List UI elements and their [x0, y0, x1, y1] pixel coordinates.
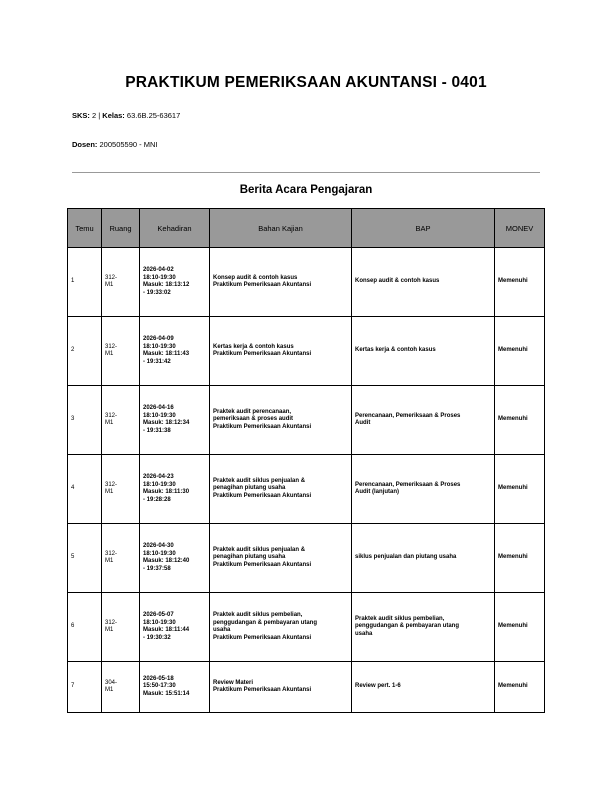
course-meta — [72, 111, 180, 120]
cell-bahan-kajian: Praktek audit siklus penjualan & penagihan piutang usaha Praktikum Pemeriksaan Akuntansi — [213, 546, 312, 568]
kelas-value: 63.6B.25-63617 — [124, 111, 181, 120]
cell-kehadiran: 2026-05-18 15:50-17:30 Masuk: 15:51:14 — [143, 675, 190, 697]
cell-temu: 3 — [68, 386, 102, 455]
kelas-label: Kelas: — [102, 111, 125, 120]
cell-kehadiran: 2026-04-02 18:10-19:30 Masuk: 18:13:12 - 19:33:02 — [143, 267, 190, 296]
cell-bahan-kajian: Praktek audit perencanaan, pemeriksaan & proses audit Praktikum Pemeriksaan Akuntansi — [213, 408, 312, 430]
cell-ruang: 312- M1 — [105, 550, 118, 564]
dosen-value: 200505590 - MNI — [97, 140, 158, 149]
sks-value: 2 | — [89, 111, 103, 120]
lecturer-meta — [72, 140, 157, 149]
cell-monev: Memenuhi — [495, 455, 545, 524]
table-row — [68, 455, 545, 524]
cell-ruang: 312- M1 — [105, 481, 118, 495]
table-row — [68, 386, 545, 455]
cell-bahan-kajian: Kertas kerja & contoh kasus Praktikum Pemeriksaan Akuntansi — [213, 343, 312, 357]
cell-temu: 6 — [68, 593, 102, 662]
sks-label: SKS: — [72, 111, 90, 120]
teaching-report-table — [67, 208, 545, 713]
cell-bap: Konsep audit & contoh kasus — [355, 278, 440, 285]
page-title: PRAKTIKUM PEMERIKSAAN AKUNTANSI - 0401 — [125, 74, 487, 91]
cell-monev: Memenuhi — [495, 317, 545, 386]
cell-temu: 7 — [68, 662, 102, 713]
cell-kehadiran: 2026-04-30 18:10-19:30 Masuk: 18:12:40 - 19:37:58 — [143, 543, 190, 572]
cell-bahan-kajian: Praktek audit siklus penjualan & penagihan piutang usaha Praktikum Pemeriksaan Akuntansi — [213, 477, 312, 499]
header-bahan-kajian: Bahan Kajian — [210, 209, 352, 248]
cell-temu: 4 — [68, 455, 102, 524]
cell-monev: Memenuhi — [495, 662, 545, 713]
cell-bahan-kajian: Konsep audit & contoh kasus Praktikum Pemeriksaan Akuntansi — [213, 274, 312, 288]
header-ruang: Ruang — [102, 209, 140, 248]
cell-temu: 2 — [68, 317, 102, 386]
cell-monev: Memenuhi — [495, 524, 545, 593]
divider — [72, 172, 540, 173]
cell-bap: Review pert. 1-6 — [355, 683, 401, 690]
cell-bahan-kajian: Review Materi Praktikum Pemeriksaan Akuntansi — [213, 679, 312, 693]
table-row — [68, 524, 545, 593]
cell-kehadiran: 2026-04-23 18:10-19:30 Masuk: 18:11:30 - 19:28:28 — [143, 474, 190, 503]
cell-kehadiran: 2026-04-09 18:10-19:30 Masuk: 18:11:43 - 19:31:42 — [143, 336, 190, 365]
cell-bap: Kertas kerja & contoh kasus — [355, 347, 436, 354]
dosen-label: Dosen: — [72, 140, 98, 149]
cell-bahan-kajian: Praktek audit siklus pembelian, penggudangan & pembayaran utang usaha Praktikum Pemeriksaan Akuntansi — [213, 612, 318, 641]
cell-temu: 5 — [68, 524, 102, 593]
table-row — [68, 317, 545, 386]
cell-bap: Perencanaan, Pemeriksaan & Proses Audit — [355, 412, 461, 426]
cell-bap: Praktek audit siklus pembelian, penggudangan & pembayaran utang usaha — [355, 615, 460, 637]
section-title: Berita Acara Pengajaran — [239, 184, 373, 196]
cell-monev: Memenuhi — [495, 593, 545, 662]
cell-bap: Perencanaan, Pemeriksaan & Proses Audit (lanjutan) — [355, 481, 461, 495]
cell-monev: Memenuhi — [495, 248, 545, 317]
cell-ruang: 312- M1 — [105, 619, 118, 633]
header-monev: MONEV — [495, 209, 545, 248]
header-temu: Temu — [68, 209, 102, 248]
cell-ruang: 312- M1 — [105, 412, 118, 426]
cell-ruang: 312- M1 — [105, 274, 118, 288]
cell-kehadiran: 2026-04-16 18:10-19:30 Masuk: 18:12:34 - 19:31:38 — [143, 405, 190, 434]
cell-monev: Memenuhi — [495, 386, 545, 455]
table-row — [68, 662, 545, 713]
cell-ruang: 312- M1 — [105, 343, 118, 357]
header-kehadiran: Kehadiran — [140, 209, 210, 248]
header-bap: BAP — [352, 209, 495, 248]
table-row — [68, 593, 545, 662]
table-header-row — [68, 209, 545, 248]
cell-kehadiran: 2026-05-07 18:10-19:30 Masuk: 18:11:44 - 19:30:32 — [143, 612, 190, 641]
cell-ruang: 304- M1 — [105, 679, 118, 693]
table-row — [68, 248, 545, 317]
cell-bap: siklus penjualan dan piutang usaha — [355, 554, 457, 561]
cell-temu: 1 — [68, 248, 102, 317]
